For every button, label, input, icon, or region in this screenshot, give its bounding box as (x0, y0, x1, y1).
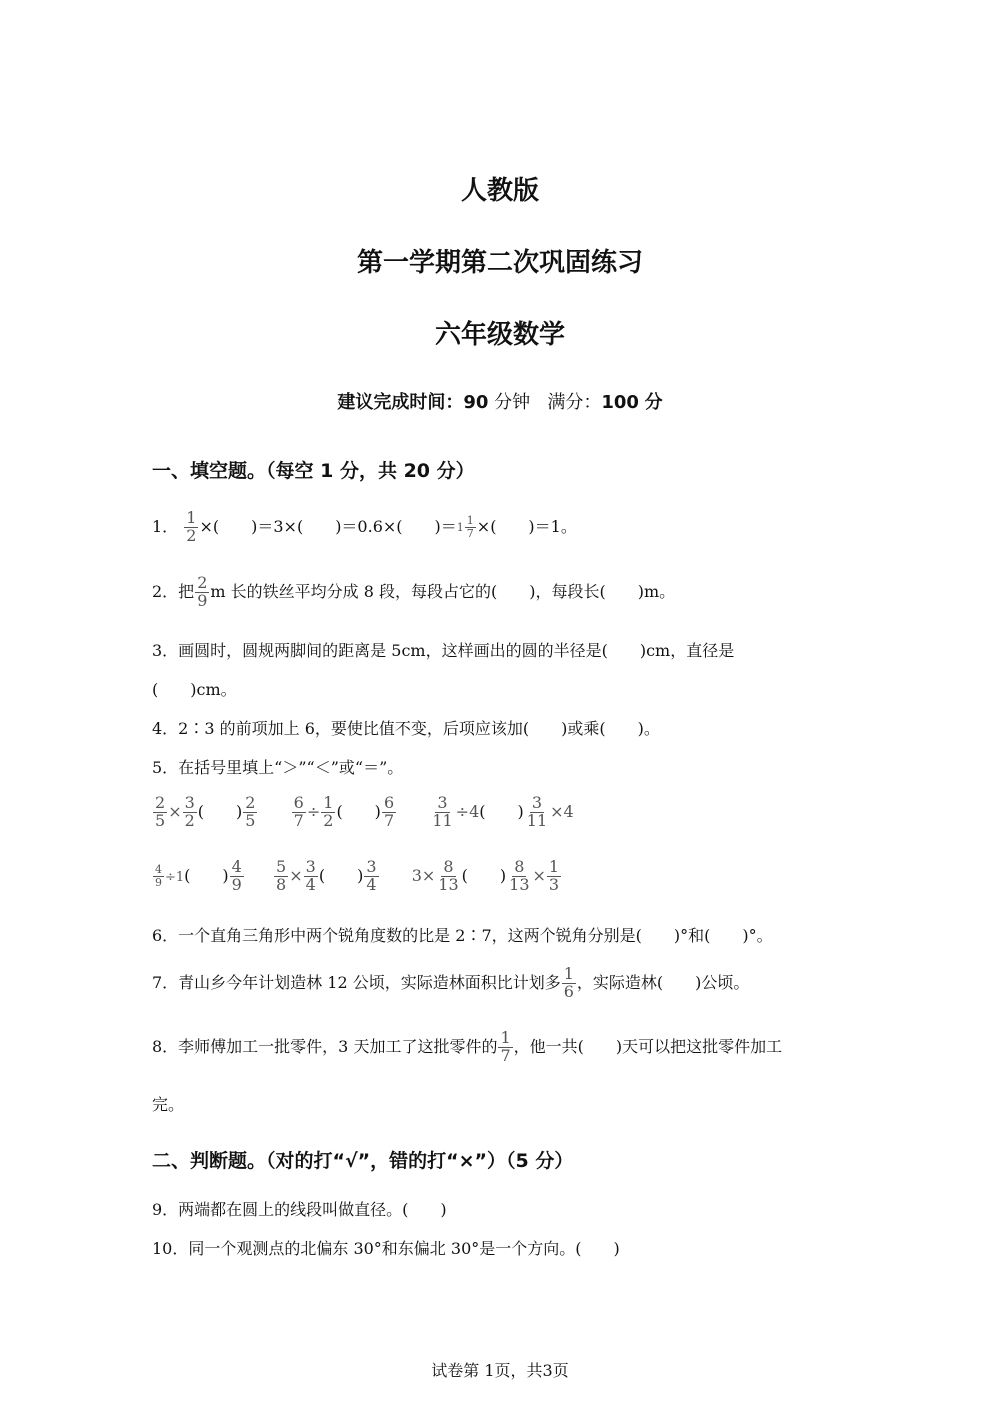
score-unit: 分 (644, 392, 663, 413)
numerator: 6 (383, 793, 395, 812)
q1-text-2: ×( )＝1。 (476, 516, 577, 536)
q5-r2-c-operator: × (532, 865, 546, 885)
question-5: 5．在括号里填上“＞”“＜”或“＝”。 (152, 758, 404, 777)
denominator: 7 (293, 810, 304, 830)
q5-r2-a-blank: ( ) (184, 865, 229, 885)
question-4: 4．2∶3 的前项加上 6，要使比值不变，后项应该加( )或乘( )。 (152, 719, 660, 738)
question-3-line-1: 3．画圆时，圆规两脚间的距离是 5cm，这样画出的圆的半径是( )cm，直径是 (152, 641, 735, 660)
numerator: 4 (231, 857, 242, 876)
q7-text-2: ，实际造林( )公顷。 (576, 972, 750, 992)
q5-r1-c-frac-2 (525, 795, 549, 830)
q1-number: 1． (152, 516, 179, 536)
q5-r1-b-operator: ÷ (306, 801, 321, 821)
q5-r1-a-frac-2 (183, 795, 197, 830)
q5-r1-c-tail: ×4 (550, 801, 574, 821)
q5-row-1 (152, 795, 574, 830)
numerator: 3 (305, 857, 316, 876)
time-label: 建议完成时间： (337, 392, 464, 413)
section-2-title: 二、判断题。（对的打“√”，错的打“×”）（5 分） (152, 1150, 574, 1172)
numerator: 2 (155, 793, 166, 812)
q5-r2-b-operator: × (289, 865, 303, 885)
numerator: 4 (155, 863, 162, 877)
denominator: 13 (438, 874, 459, 894)
q2-fraction (195, 575, 209, 610)
q1-fraction-2 (465, 515, 476, 539)
q5-r1-a-frac-1 (153, 795, 167, 830)
q5-r2-c-prefix: 3× (411, 865, 436, 885)
time-value: 90 (463, 392, 489, 413)
exam-meta (0, 388, 1000, 414)
numerator: 1 (563, 964, 574, 983)
numerator: 3 (437, 793, 448, 812)
q5-r1-b-blank: ( ) (336, 801, 381, 821)
q1-fraction-1 (184, 510, 198, 545)
q5-r2-a-frac-1 (153, 864, 164, 888)
score-value: 100 (601, 392, 639, 413)
q5-r2-b-blank: ( ) (318, 865, 364, 885)
q7-text-1: 7．青山乡今年计划造林 12 公顷，实际造林面积比计划多 (152, 972, 561, 992)
denominator: 9 (197, 590, 208, 610)
denominator: 7 (500, 1045, 511, 1065)
numerator: 1 (548, 857, 560, 876)
numerator: 5 (276, 857, 287, 876)
exam-title: 第一学期第二次巩固练习 (356, 248, 643, 278)
q1-mixed-integer: 1 (456, 520, 464, 534)
question-1 (152, 510, 577, 545)
question-8 (152, 1030, 782, 1065)
q7-fraction (562, 966, 576, 1001)
numerator: 2 (245, 793, 256, 812)
numerator: 2 (197, 573, 208, 592)
denominator: 8 (276, 874, 287, 894)
denominator: 4 (305, 874, 316, 894)
denominator: 13 (509, 874, 530, 894)
q5-r1-c-frac-1 (430, 795, 454, 830)
q8-fraction (498, 1030, 512, 1065)
numerator: 1 (186, 508, 197, 527)
question-3-line-2: ( )cm。 (152, 680, 237, 699)
question-2 (152, 575, 675, 610)
q5-r2-a-operator: ÷1 (165, 869, 185, 885)
q5-r2-c-frac-2 (507, 859, 531, 894)
denominator: 5 (245, 810, 256, 830)
q5-r2-b-frac-2 (304, 859, 318, 894)
numerator: 8 (443, 857, 454, 876)
denominator: 2 (184, 810, 195, 830)
q5-r1-a-blank: ( ) (197, 801, 243, 821)
denominator: 3 (548, 874, 560, 894)
question-7 (152, 966, 749, 1001)
edition-title: 人教版 (460, 176, 539, 206)
q5-r1-c-operator: ÷4 (455, 801, 480, 821)
q5-r1-b-frac-2 (321, 795, 335, 830)
denominator: 11 (526, 810, 548, 830)
denominator: 5 (155, 810, 166, 830)
score-label: 满分： (547, 392, 602, 413)
q5-r1-a-frac-3 (243, 795, 257, 830)
denominator: 7 (466, 526, 474, 540)
denominator: 4 (366, 874, 377, 894)
section-1-title: 一、填空题。（每空 1 分，共 20 分） (152, 460, 475, 482)
q5-r1-b-frac-3 (382, 795, 396, 830)
q5-row-2 (152, 859, 562, 894)
denominator: 7 (383, 810, 395, 830)
subject-title: 六年级数学 (434, 320, 565, 350)
q5-r1-b-frac-1 (292, 795, 306, 830)
q5-r2-c-frac-3 (547, 859, 561, 894)
time-unit: 分钟 (494, 392, 531, 413)
numerator: 1 (500, 1028, 511, 1047)
q8-text-1: 8．李师傅加工一批零件，3 天加工了这批零件的 (152, 1036, 498, 1056)
q5-r2-c-blank: ( ) (461, 865, 507, 885)
denominator: 9 (155, 875, 162, 889)
q5-r2-b-frac-1 (274, 859, 288, 894)
numerator: 1 (466, 514, 474, 528)
numerator: 6 (293, 793, 304, 812)
question-9: 9．两端都在圆上的线段叫做直径。( ) (152, 1200, 447, 1219)
q2-text: m 长的铁丝平均分成 8 段，每段占它的( )，每段长( )m。 (210, 581, 676, 601)
numerator: 8 (514, 857, 525, 876)
denominator: 2 (323, 810, 334, 830)
denominator: 6 (563, 981, 574, 1001)
numerator: 3 (531, 793, 543, 812)
denominator: 11 (432, 810, 453, 830)
denominator: 2 (186, 525, 197, 545)
question-6: 6．一个直角三角形中两个锐角度数的比是 2∶7，这两个锐角分别是( )°和( )°。 (152, 926, 773, 945)
q8-text-2: ，他一共( )天可以把这批零件加工 (513, 1036, 783, 1056)
question-8-line-2: 完。 (152, 1095, 185, 1114)
q1-text-1: ×( )＝3×( )＝0.6×( )＝ (199, 516, 457, 536)
numerator: 3 (184, 793, 195, 812)
numerator: 3 (366, 857, 377, 876)
q2-prefix: 2．把 (152, 581, 195, 601)
page-footer: 试卷第 1页，共3页 (431, 1361, 569, 1380)
denominator: 9 (231, 874, 242, 894)
q5-r2-b-frac-3 (364, 859, 378, 894)
question-10: 10．同一个观测点的北偏东 30°和东偏北 30°是一个方向。( ) (152, 1239, 620, 1258)
q5-r1-a-operator: × (168, 801, 182, 821)
q5-r1-c-blank: ( ) (479, 801, 524, 821)
q5-r2-a-frac-2 (230, 859, 244, 894)
numerator: 1 (323, 793, 334, 812)
q5-r2-c-frac-1 (436, 859, 460, 894)
